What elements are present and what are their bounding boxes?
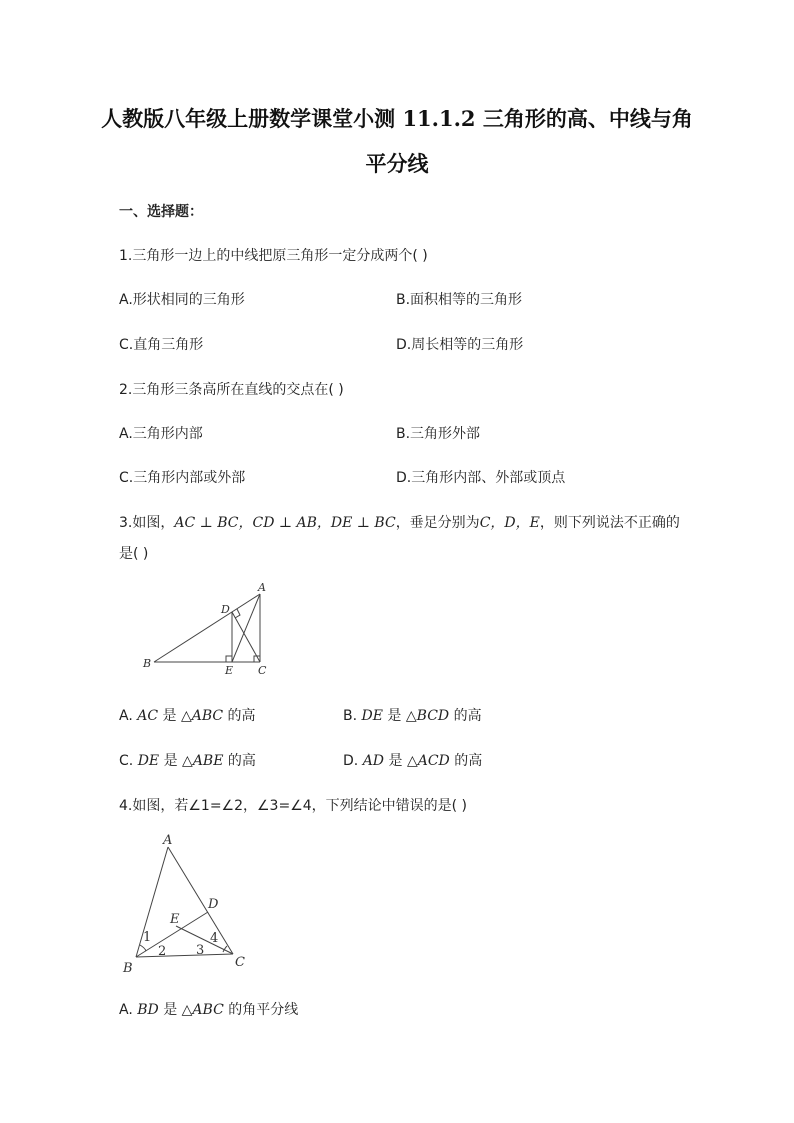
q3-d-prefix: D. bbox=[343, 753, 363, 769]
q3-a-math: AC bbox=[137, 708, 159, 724]
label-c: C bbox=[258, 664, 267, 677]
q3-c-math2: △ABE bbox=[182, 753, 224, 769]
q3-a-suffix: 的高 bbox=[223, 708, 256, 724]
question-3-option-d bbox=[343, 750, 482, 770]
question-2-option-b: B.三角形外部 bbox=[396, 426, 481, 442]
segment-cd bbox=[232, 612, 260, 662]
question-1-stem: 1.三角形一边上的中线把原三角形一定分成两个( ) bbox=[119, 248, 428, 264]
question-1-option-a: A.形状相同的三角形 bbox=[119, 292, 245, 308]
angle-arc-b bbox=[140, 945, 146, 951]
q3-b-mid: 是 bbox=[382, 708, 406, 724]
q3-b-math2: △BCD bbox=[405, 708, 450, 724]
q3-stem-math: AC ⊥ BC，CD ⊥ AB，DE ⊥ BC bbox=[174, 515, 396, 531]
angle-label-3: 3 bbox=[196, 943, 205, 958]
question-2-stem: 2.三角形三条高所在直线的交点在( ) bbox=[119, 382, 344, 398]
question-4-stem: 4.如图，若∠1=∠2，∠3=∠4，下列结论中错误的是( ) bbox=[119, 798, 468, 814]
label-b: B bbox=[143, 657, 152, 670]
label-e: E bbox=[225, 664, 234, 677]
q3-a-prefix: A. bbox=[119, 708, 138, 724]
question-3-stem-line2: 是( ) bbox=[119, 546, 149, 562]
q3-c-suffix: 的高 bbox=[223, 753, 256, 769]
q3-c-mid: 是 bbox=[159, 753, 183, 769]
q3-c-prefix: C. bbox=[119, 753, 138, 769]
question-4-option-a bbox=[119, 999, 298, 1019]
question-1-option-b: B.面积相等的三角形 bbox=[396, 292, 523, 308]
q4-a-mid: 是 bbox=[158, 1002, 182, 1018]
question-3-option-b bbox=[343, 705, 482, 725]
question-3-figure bbox=[140, 580, 280, 680]
q3-c-math: DE bbox=[137, 753, 160, 769]
q3-a-mid: 是 bbox=[158, 708, 181, 724]
question-3-option-c bbox=[119, 750, 256, 770]
q3-d-suffix: 的高 bbox=[449, 753, 483, 769]
question-4-figure bbox=[118, 832, 258, 977]
label-b: B bbox=[123, 961, 133, 976]
question-1-option-c: C.直角三角形 bbox=[119, 337, 204, 353]
q3-stem-prefix: 3.如图， bbox=[119, 515, 175, 531]
right-angle-mark-e bbox=[226, 656, 232, 662]
q3-b-math: DE bbox=[361, 708, 383, 724]
question-3-stem bbox=[119, 512, 680, 532]
label-d: D bbox=[208, 897, 219, 912]
right-angle-mark-d bbox=[235, 609, 240, 618]
q3-stem-mid: ，垂足分别为 bbox=[395, 515, 480, 531]
label-d: D bbox=[221, 603, 230, 616]
q4-a-math: BD bbox=[137, 1002, 159, 1018]
page-title-line2: 平分线 bbox=[365, 151, 429, 176]
angle-label-4: 4 bbox=[210, 931, 219, 946]
q4-a-suffix: 的角平分线 bbox=[223, 1002, 299, 1018]
q3-d-mid: 是 bbox=[384, 753, 407, 769]
q4-a-prefix: A. bbox=[119, 1002, 138, 1018]
question-3-option-a bbox=[119, 705, 256, 725]
label-e: E bbox=[170, 912, 180, 927]
label-c: C bbox=[235, 955, 245, 970]
section-heading: 一、选择题： bbox=[119, 204, 203, 220]
q3-stem-suffix: ，则下列说法不正确的 bbox=[539, 515, 680, 531]
question-1-option-d: D.周长相等的三角形 bbox=[396, 337, 524, 353]
page-title-line1: 人教版八年级上册数学课堂小测 11.1.2 三角形的高、中线与角 bbox=[101, 106, 693, 131]
q3-stem-math2: C，D，E bbox=[479, 515, 540, 531]
segment-ba bbox=[154, 594, 260, 662]
q4-a-math2: △ABC bbox=[181, 1002, 224, 1018]
label-a: A bbox=[163, 833, 173, 848]
q3-d-math: AD bbox=[362, 753, 385, 769]
label-a: A bbox=[258, 581, 266, 594]
question-2-option-a: A.三角形内部 bbox=[119, 426, 203, 442]
angle-label-2: 2 bbox=[158, 944, 167, 959]
segment-bc bbox=[136, 954, 233, 957]
angle-label-1: 1 bbox=[143, 930, 152, 945]
q3-d-math2: △ACD bbox=[406, 753, 450, 769]
question-2-option-d: D.三角形内部、外部或顶点 bbox=[396, 470, 566, 486]
q3-b-suffix: 的高 bbox=[449, 708, 482, 724]
segment-ae bbox=[232, 594, 260, 662]
question-2-option-c: C.三角形内部或外部 bbox=[119, 470, 246, 486]
q3-b-prefix: B. bbox=[343, 708, 362, 724]
q3-a-math2: △ABC bbox=[180, 708, 224, 724]
